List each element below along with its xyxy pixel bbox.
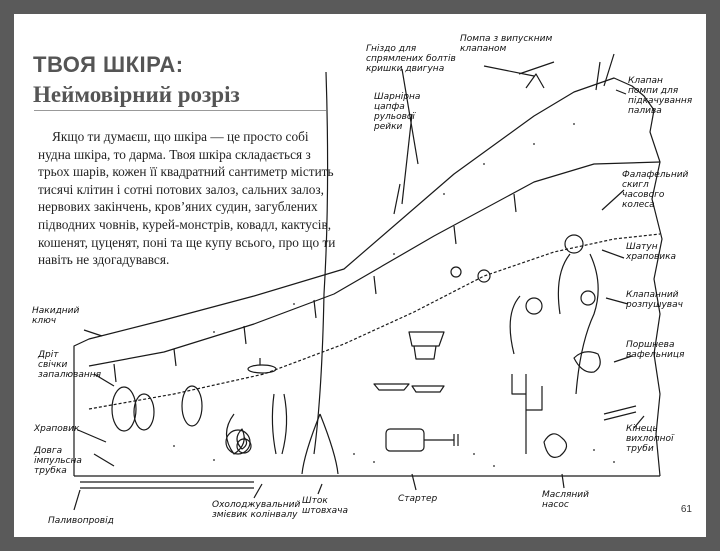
label-wrench: Накидний ключ <box>32 306 80 326</box>
label-starter: Стартер <box>398 494 438 504</box>
page-title: ТВОЯ ШКІРА: <box>33 52 184 77</box>
label-piston: Поршнева вафельниця <box>626 340 685 360</box>
book-page <box>14 14 706 537</box>
label-exhaust: Кінець вихлопної труби <box>626 424 674 454</box>
label-falafel: Фалафельний скигл часового колеса <box>622 170 689 210</box>
page-number: 61 <box>680 504 692 515</box>
label-fuel-line: Паливопровід <box>48 516 114 526</box>
label-pump-valve: Клапан помпи для підкачування палива <box>628 76 693 116</box>
page-subtitle: Неймовірний розріз <box>33 82 240 107</box>
label-cooler: Охолоджувальний змієвик колінвалу <box>212 500 301 520</box>
label-ratchet: Храповик <box>34 424 80 434</box>
label-nest: Гніздо для спрямлених болтів кришки двигуна <box>366 44 456 74</box>
label-release-valve: Клапанний розпушувач <box>626 290 683 310</box>
label-pump: Помпа з випускним клапаном <box>460 34 553 54</box>
title-divider <box>34 110 326 111</box>
label-hinge: Шарнірна цапфа рульової рейки <box>374 92 421 132</box>
label-ratchet-rod: Шатун храповика <box>626 242 677 262</box>
label-wire: Дріт свічки запалювання <box>38 350 102 380</box>
label-pushrod: Шток штовхача <box>302 496 348 516</box>
label-impulse-tube: Довга імпульсна трубка <box>34 446 82 476</box>
label-oil-pump: Масляний насос <box>542 490 589 510</box>
body-paragraph: Якщо ти думаєш, що шкіра — це просто собі нудна шкіра, то дарма. Твоя шкіра складається з трьох шарів, кожен її квадратний сантиметр містить тисячі клітин і сотні потових залоз, сальних залоз, нервових закінчень, кров’яних судин, загублених підводних човнів, курей-монстрів, ковадл, кактусів, кошенят, цуценят, поні та ще купу всього, про що ти навіть не здогадувався. <box>38 129 336 268</box>
